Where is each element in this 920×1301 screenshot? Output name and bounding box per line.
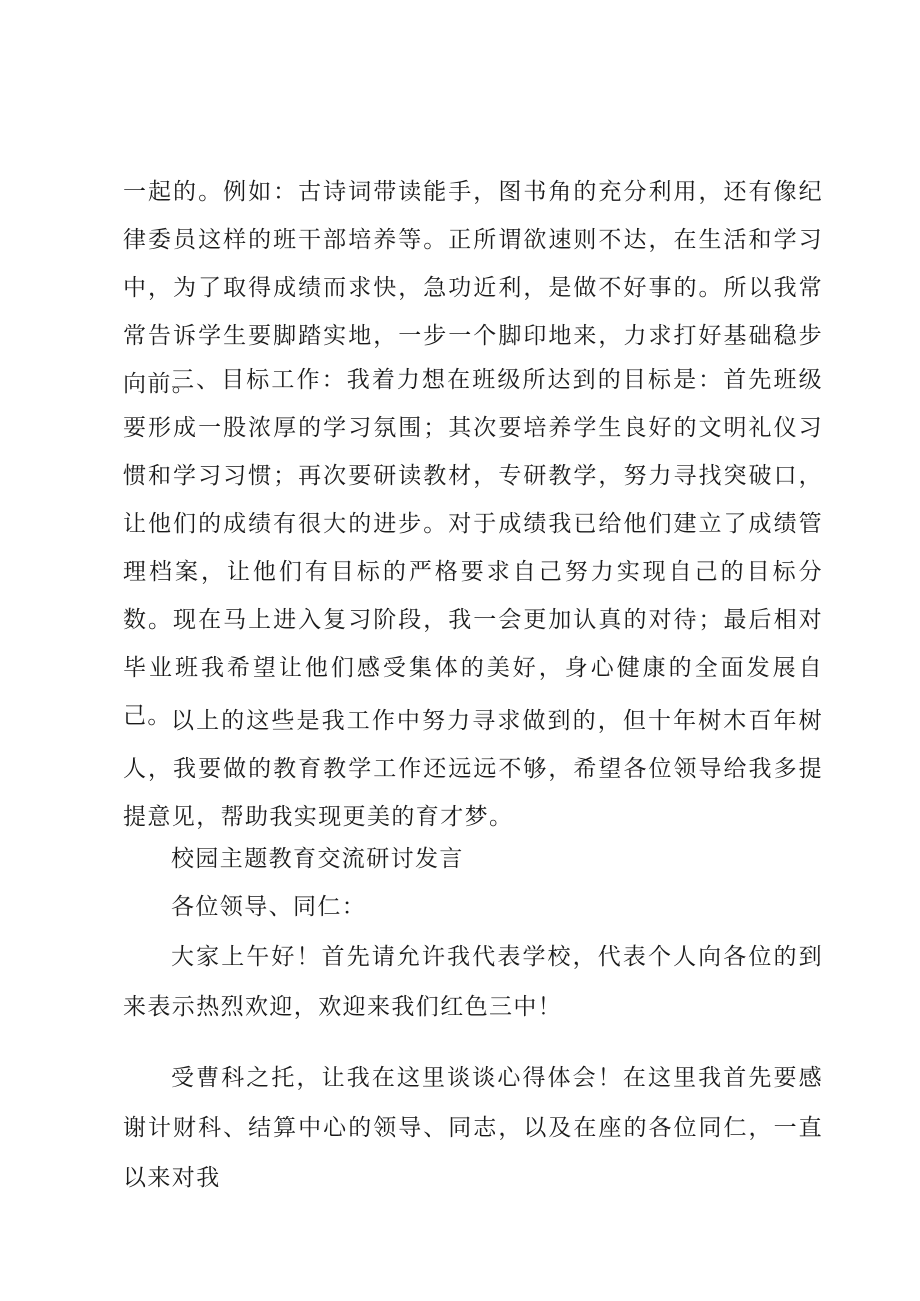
paragraph-goals: 三、目标工作：我着力想在班级所达到的目标是：首先班级要形成一股浓厚的学习氛围；其次要培养学生良好的文明礼仪习惯和学习习惯；再次要研读教材，专研教学，努力寻找突破口，让他们的成绩有很大的进步。对于成绩我已给他们建立了成绩管理档案，让他们有目标的严格要求自己努力实现自己的目标分数。现在马上进入复习阶段，我一会更加认真的对待；最后相对毕业班我希望让他们感受集体的美好，身心健康的全面发展自己。: [123, 367, 823, 729]
paragraph-thanks: 受曹科之托，让我在这里谈谈心得体会！在这里我首先要感谢计财科、结算中心的领导、同志，以及在座的各位同仁，一直以来对我: [123, 1065, 823, 1191]
salutation: 各位领导、同仁：: [171, 894, 367, 920]
paragraph-closing: 以上的这些是我工作中努力寻求做到的，但十年树木百年树人，我要做的教育教学工作还远远不够，希望各位领导给我多提提意见，帮助我实现更美的育才梦。: [123, 708, 823, 830]
paragraph-continuation: 一起的。例如：古诗词带读能手，图书角的充分利用，还有像纪律委员这样的班干部培养等。正所谓欲速则不达，在生活和学习中，为了取得成绩而求快，急功近利，是做不好事的。所以我常常告诉学生要脚踏实地，一步一个脚印地来，力求打好基础稳步向前。: [123, 179, 823, 397]
paragraph-greeting: 大家上午好！首先请允许我代表学校，代表个人向各位的到来表示热烈欢迎，欢迎来我们红色三中！: [123, 944, 823, 1020]
speech-title: 校园主题教育交流研讨发言: [171, 846, 464, 872]
